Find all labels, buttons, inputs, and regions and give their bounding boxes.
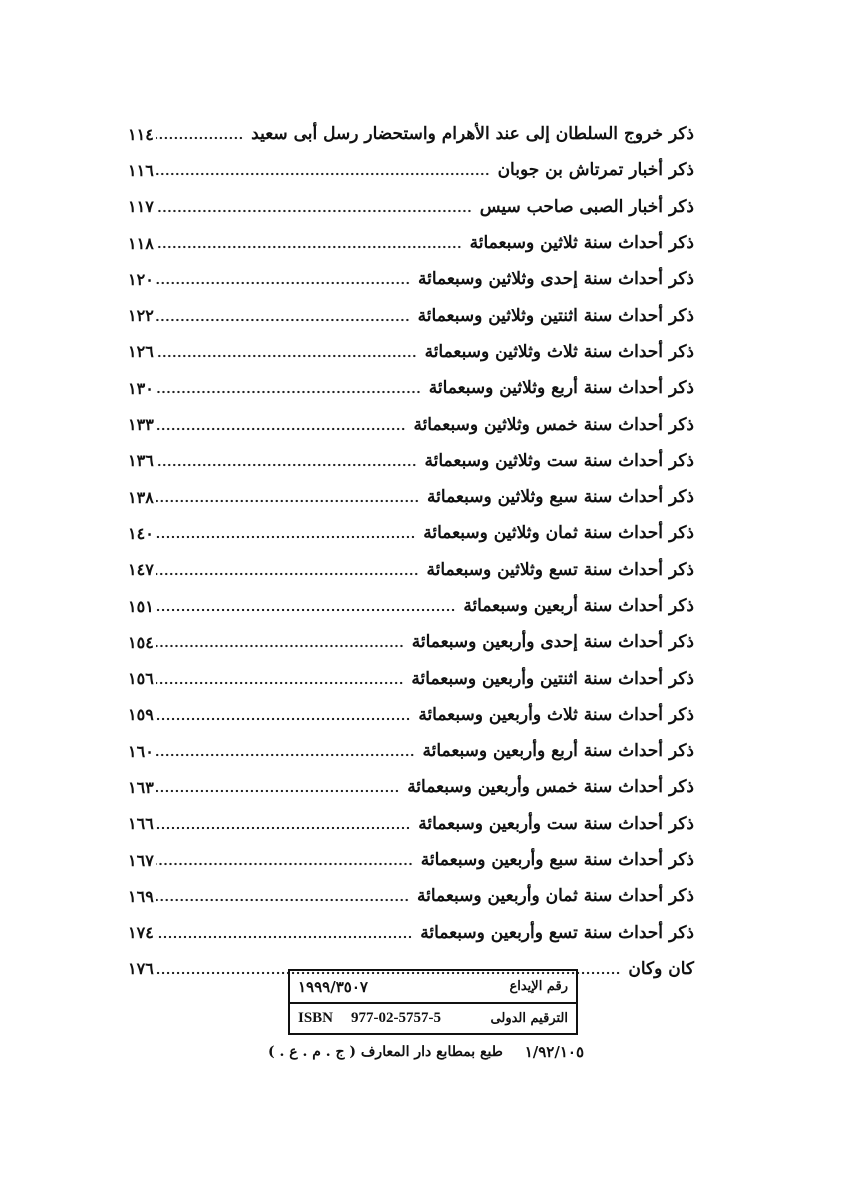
toc-entry <box>128 370 694 406</box>
toc-entry-page: ١٥٩ <box>128 705 154 725</box>
toc-leader-dots <box>156 535 415 539</box>
toc-entry <box>128 660 694 696</box>
toc-entry <box>128 806 694 842</box>
toc-entry <box>128 116 694 152</box>
toc-leader-dots <box>156 390 421 394</box>
toc-entry-title: ذكر خروج السلطان إلى عند الأهرام واستحضار رسل أبى سعيد <box>251 124 694 145</box>
toc-entry <box>128 334 694 370</box>
toc-entry-page: ١٢٦ <box>128 342 154 362</box>
table-of-contents <box>128 116 694 987</box>
toc-entry <box>128 552 694 588</box>
isbn-tag: ISBN <box>298 1010 334 1026</box>
toc-leader-dots <box>156 572 419 576</box>
toc-entry-title: ذكر أحداث سنة إحدى وثلاثين وسبعمائة <box>418 269 694 290</box>
toc-entry-title: كان وكان <box>628 958 694 979</box>
toc-entry-title: ذكر أحداث سنة ثمان وثلاثين وسبعمائة <box>423 523 694 544</box>
toc-entry-page: ١٣٨ <box>128 487 154 507</box>
toc-leader-dots <box>156 681 404 685</box>
isbn-number: 977-02-5757-5 <box>351 1010 442 1026</box>
toc-entry-page: ١١٧ <box>128 197 154 217</box>
toc-leader-dots <box>156 427 406 431</box>
toc-leader-dots <box>156 644 404 648</box>
toc-entry-page: ١٧٤ <box>128 923 154 943</box>
toc-entry-page: ١١٤ <box>128 124 154 144</box>
toc-entry-title: ذكر أحداث سنة ست وثلاثين وسبعمائة <box>424 450 694 471</box>
toc-entry-page: ١٦٠ <box>128 741 154 761</box>
toc-entry <box>128 588 694 624</box>
toc-entry <box>128 842 694 878</box>
toc-leader-dots <box>156 935 412 939</box>
toc-leader-dots <box>156 753 415 757</box>
toc-entry-page: ١٦٧ <box>128 850 154 870</box>
toc-entry-page: ١٤٧ <box>128 560 154 580</box>
toc-leader-dots <box>156 354 417 358</box>
toc-entry-title: ذكر أحداث سنة أربع وأربعين وسبعمائة <box>422 741 694 762</box>
toc-entry <box>128 697 694 733</box>
toc-entry-title: ذكر أحداث سنة ثلاثين وسبعمائة <box>469 233 694 254</box>
toc-entry <box>128 624 694 660</box>
printer-text: طبع بمطابع دار المعارف ( ج . م . ع . ) <box>268 1044 503 1060</box>
toc-leader-dots <box>156 789 399 793</box>
toc-entry-title: ذكر أحداث سنة تسع وأربعين وسبعمائة <box>420 922 694 943</box>
toc-entry <box>128 406 694 442</box>
toc-entry-page: ١٧٦ <box>128 959 154 979</box>
toc-entry-title: ذكر أحداث سنة اثنتين وثلاثين وسبعمائة <box>417 305 694 326</box>
toc-entry-title: ذكر أحداث سنة إحدى وأربعين وسبعمائة <box>411 632 694 653</box>
toc-entry-title: ذكر أحداث سنة سبع وأربعين وسبعمائة <box>420 850 694 871</box>
toc-entry-page: ١٢٢ <box>128 306 154 326</box>
toc-leader-dots <box>156 862 413 866</box>
toc-entry-title: ذكر أحداث سنة ثلاث وثلاثين وسبعمائة <box>424 341 694 362</box>
toc-entry <box>128 297 694 333</box>
toc-entry <box>128 878 694 914</box>
toc-entry <box>128 769 694 805</box>
toc-entry-page: ١٣٠ <box>128 378 154 398</box>
toc-entry <box>128 443 694 479</box>
toc-leader-dots <box>156 898 409 902</box>
toc-entry-title: ذكر أحداث سنة ثلاث وأربعين وسبعمائة <box>418 704 694 725</box>
toc-entry <box>128 479 694 515</box>
toc-entry-page: ١٥٤ <box>128 632 154 652</box>
toc-entry-page: ١٥٦ <box>128 669 154 689</box>
toc-leader-dots <box>156 281 410 285</box>
toc-leader-dots <box>156 608 456 612</box>
toc-entry <box>128 225 694 261</box>
toc-entry-page: ١١٨ <box>128 233 154 253</box>
isbn-label: الترقيم الدولى <box>490 1011 568 1026</box>
deposit-number-row <box>290 971 576 1002</box>
toc-entry-page: ١٤٠ <box>128 523 154 543</box>
isbn-row <box>290 1002 576 1033</box>
toc-entry-title: ذكر أحداث سنة تسع وثلاثين وسبعمائة <box>426 559 694 580</box>
toc-entry-title: ذكر أحداث سنة اثنتين وأربعين وسبعمائة <box>411 668 694 689</box>
toc-entry-title: ذكر أحداث سنة خمس وثلاثين وسبعمائة <box>413 414 694 435</box>
toc-leader-dots <box>156 245 462 249</box>
toc-entry-title: ذكر أحداث سنة سبع وثلاثين وسبعمائة <box>427 487 694 508</box>
isbn-group <box>298 1010 441 1027</box>
toc-entry-title: ذكر أحداث سنة أربع وثلاثين وسبعمائة <box>428 378 694 399</box>
toc-entry-page: ١٥١ <box>128 596 154 616</box>
printer-code: ١/٩٢/١٠٥ <box>524 1043 584 1061</box>
toc-entry <box>128 915 694 951</box>
toc-entry-title: ذكر أخبار الصبى صاحب سيس <box>479 196 694 217</box>
toc-entry-title: ذكر أحداث سنة خمس وأربعين وسبعمائة <box>407 777 694 798</box>
toc-entry-page: ١٦٩ <box>128 886 154 906</box>
toc-entry-title: ذكر أحداث سنة ست وأربعين وسبعمائة <box>418 813 694 834</box>
toc-entry-page: ١٣٦ <box>128 451 154 471</box>
toc-leader-dots <box>156 172 490 176</box>
deposit-number-label: رقم الإيداع <box>509 979 568 994</box>
toc-entry-page: ١٣٣ <box>128 415 154 435</box>
toc-entry-title: ذكر أحداث سنة ثمان وأربعين وسبعمائة <box>416 886 694 907</box>
toc-entry-page: ١٦٦ <box>128 814 154 834</box>
toc-leader-dots <box>156 826 410 830</box>
toc-entry <box>128 261 694 297</box>
toc-leader-dots <box>156 136 243 140</box>
deposit-info-box <box>288 969 578 1035</box>
toc-entry <box>128 152 694 188</box>
toc-entry <box>128 733 694 769</box>
toc-entry-page: ١١٦ <box>128 160 154 180</box>
toc-entry <box>128 515 694 551</box>
printer-imprint <box>268 1043 584 1061</box>
toc-entry-page: ١٦٣ <box>128 777 154 797</box>
toc-entry-title: ذكر أخبار تمرتاش بن جوبان <box>497 160 694 181</box>
toc-leader-dots <box>156 463 417 467</box>
toc-entry-title: ذكر أحداث سنة أربعين وسبعمائة <box>463 596 694 616</box>
toc-entry-page: ١٢٠ <box>128 269 154 289</box>
toc-leader-dots <box>156 717 411 721</box>
toc-entry <box>128 189 694 225</box>
toc-leader-dots <box>156 318 410 322</box>
toc-leader-dots <box>156 209 472 213</box>
deposit-number-value: ١٩٩٩/٣٥٠٧ <box>298 977 368 996</box>
toc-leader-dots <box>156 499 419 503</box>
